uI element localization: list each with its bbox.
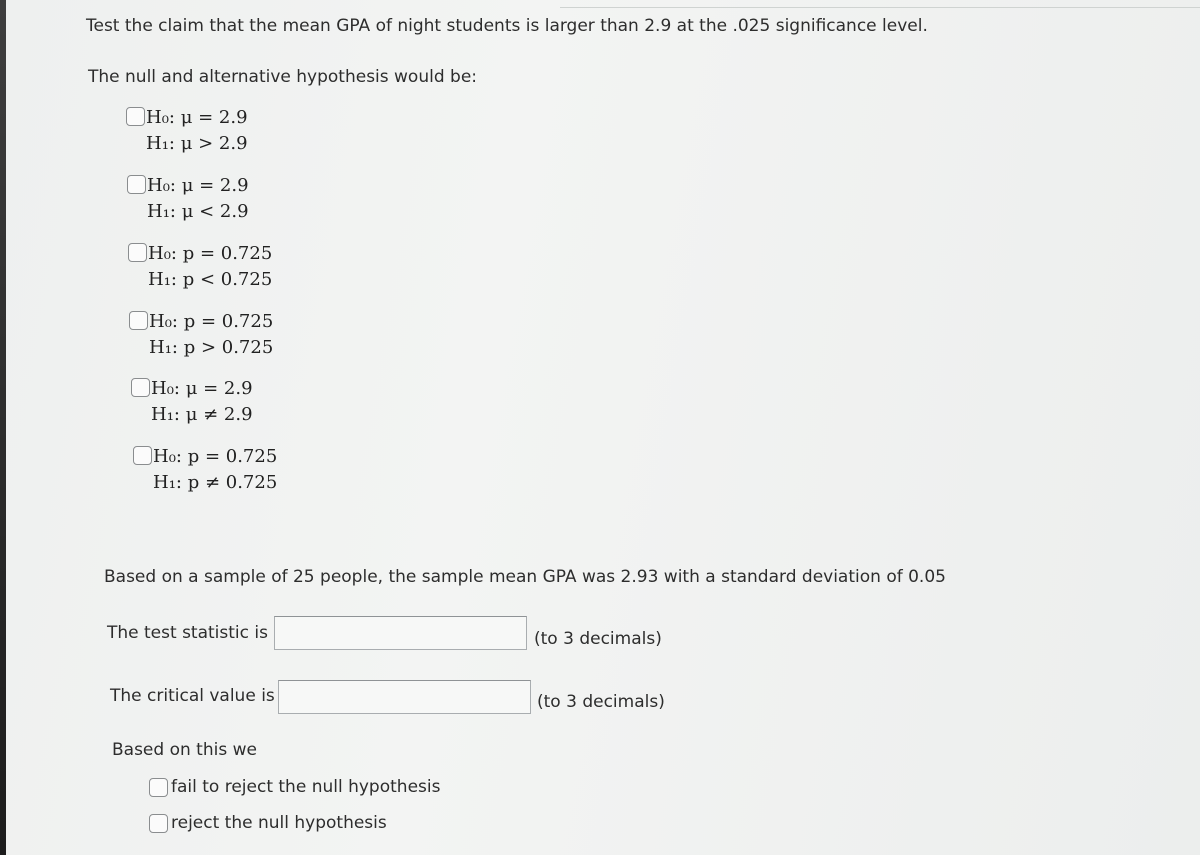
hypothesis-label: The null and alternative hypothesis would be:: [88, 67, 478, 87]
conclusion-checkbox[interactable]: [149, 814, 168, 833]
option-checkbox[interactable]: [128, 243, 147, 262]
option-h1: H₁: p ≠ 0.725: [153, 472, 278, 493]
option-h1: H₁: μ ≠ 2.9: [151, 404, 253, 425]
test-statistic-input[interactable]: [274, 616, 527, 650]
option-h0: H₀: μ = 2.9: [151, 378, 253, 399]
option-h0: H₀: p = 0.725: [153, 446, 278, 467]
test-statistic-hint: (to 3 decimals): [534, 629, 662, 649]
option-h1: H₁: μ > 2.9: [146, 133, 248, 154]
option-checkbox[interactable]: [133, 446, 152, 465]
conclusion-option-label: reject the null hypothesis: [171, 813, 387, 833]
option-h1: H₁: μ < 2.9: [147, 201, 249, 222]
option-h0: H₀: μ = 2.9: [146, 107, 248, 128]
sample-description: Based on a sample of 25 people, the sample mean GPA was 2.93 with a standard deviation of 0.05: [104, 567, 946, 587]
option-h1: H₁: p < 0.725: [148, 269, 273, 290]
option-h0: H₀: p = 0.725: [149, 311, 274, 332]
option-checkbox[interactable]: [126, 107, 145, 126]
option-h0: H₀: μ = 2.9: [147, 175, 249, 196]
critical-value-label: The critical value is: [110, 686, 275, 706]
option-h0: H₀: p = 0.725: [148, 243, 273, 264]
option-checkbox[interactable]: [129, 311, 148, 330]
left-edge-strip: [0, 0, 6, 855]
conclusion-option-label: fail to reject the null hypothesis: [171, 777, 441, 797]
critical-value-input[interactable]: [278, 680, 531, 714]
option-checkbox[interactable]: [131, 378, 150, 397]
conclusion-label: Based on this we: [112, 740, 257, 760]
critical-value-hint: (to 3 decimals): [537, 692, 665, 712]
question-prompt: Test the claim that the mean GPA of night students is larger than 2.9 at the .025 significance level.: [86, 16, 928, 36]
option-h1: H₁: p > 0.725: [149, 337, 274, 358]
conclusion-checkbox[interactable]: [149, 778, 168, 797]
top-divider: [560, 7, 1200, 8]
test-statistic-label: The test statistic is: [107, 623, 268, 643]
option-checkbox[interactable]: [127, 175, 146, 194]
